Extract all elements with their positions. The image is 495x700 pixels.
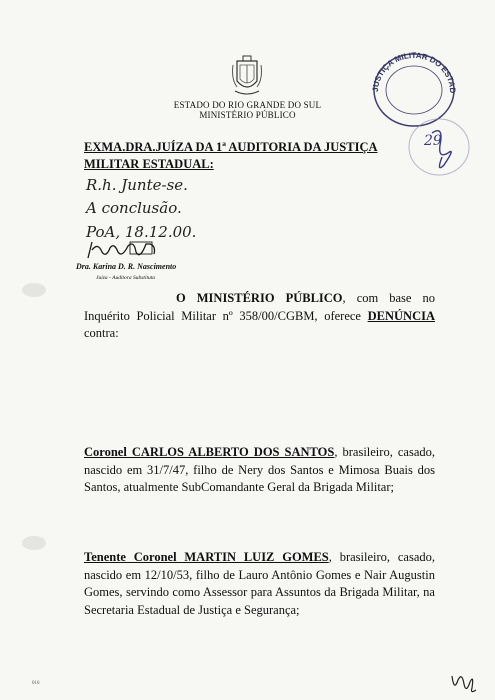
defendant-1-details: , brasileiro, casado, nascido em 31/7/47, filho de Nery dos Santos e Mimosa Buais dos Santos, atualmente SubComandante Geral da Brigada Militar; (84, 445, 435, 494)
state-coat-of-arms-icon (229, 55, 265, 99)
svg-text:JUSTIÇA MILITAR DO ESTADO · 1ª (368, 48, 457, 94)
page-mark: 016 (32, 681, 40, 686)
handwritten-dispatch-line-3: PoA, 18.12.00. (86, 223, 197, 241)
intro-paragraph (84, 290, 435, 343)
judge-title: Juíza - Auditora Substituta (96, 275, 156, 281)
addressee-heading: EXMA.DRA.JUÍZA DA 1ª AUDITORIA DA JUSTIÇA MILITAR ESTADUAL: (84, 140, 378, 171)
judge-name: Dra. Karina D. R. Nascimento (76, 262, 177, 271)
defendant-1-paragraph (84, 444, 435, 497)
intro-text-1: , com base no Inquérito Policial Militar nº 358/00/CGBM, oferece (84, 291, 435, 323)
defendant-2-name: Tenente Coronel MARTIN LUIZ GOMES (84, 550, 329, 564)
defendant-2-details: , brasileiro, casado, nascido em 12/10/53, filho de Lauro Antônio Gomes e Nair Augustin Gomes, servindo como Assessor para Assuntos da Brigada Militar, na Secretaria Estadual de Justiça e Segurança; (84, 550, 435, 617)
initials-signature (448, 670, 478, 696)
stamp-number: 29 (424, 133, 442, 149)
defendant-2-paragraph (84, 549, 435, 619)
handwritten-dispatch-line-2: A conclusão. (86, 199, 182, 217)
state-name: ESTADO DO RIO GRANDE DO SUL (173, 100, 322, 110)
handwritten-dispatch-line-1: R.h. Junte-se. (86, 176, 188, 194)
intro-denuncia: DENÚNCIA (367, 308, 435, 323)
punch-hole (22, 283, 46, 297)
page-number-stamp (404, 115, 474, 185)
institution-name: MINISTÉRIO PÚBLICO (199, 110, 296, 120)
intro-org: O MINISTÉRIO PÚBLICO (176, 291, 343, 305)
judge-signature (84, 238, 164, 262)
punch-hole (22, 536, 46, 550)
stamp-text: JUSTIÇA MILITAR DO ESTAD (370, 50, 458, 94)
defendant-1-name: Coronel CARLOS ALBERTO DOS SANTOS (84, 445, 335, 459)
intro-text-2: contra: (84, 326, 119, 340)
